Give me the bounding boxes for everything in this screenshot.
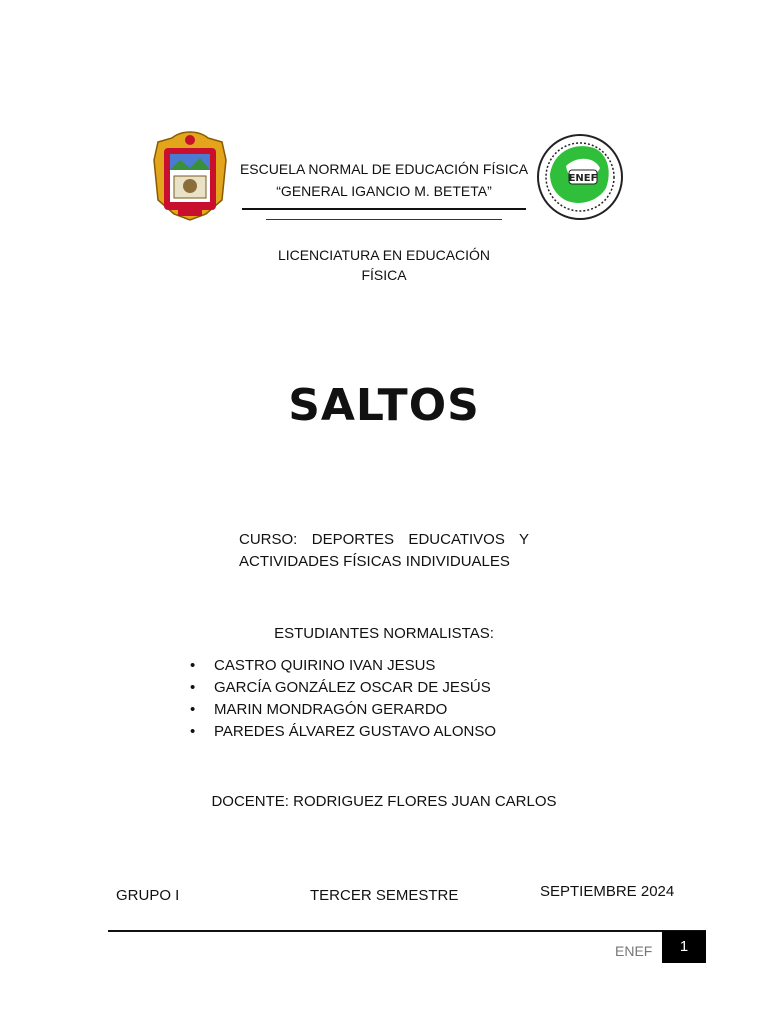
date-label: SEPTIEMBRE 2024 — [540, 883, 675, 900]
course-info — [239, 529, 529, 573]
semester-label: TERCER SEMESTRE — [310, 887, 459, 904]
page-number: 1 — [662, 931, 706, 963]
enef-seal-logo — [536, 132, 624, 227]
degree-program — [264, 245, 504, 285]
school-name-line2: “GENERAL IGANCIO M. BETETA” — [276, 183, 492, 199]
students-list — [190, 655, 496, 743]
footer-divider — [108, 930, 706, 932]
header-divider — [242, 208, 526, 210]
header-divider-thin — [266, 219, 502, 220]
coat-of-arms-logo — [150, 130, 230, 227]
document-title: SALTOS — [288, 380, 480, 431]
students-heading: ESTUDIANTES NORMALISTAS: — [274, 625, 494, 642]
school-name-line1: ESCUELA NORMAL DE EDUCACIÓN FÍSICA — [239, 161, 529, 177]
teacher-name: DOCENTE: RODRIGUEZ FLORES JUAN CARLOS — [211, 793, 557, 810]
group-label: GRUPO I — [116, 887, 180, 904]
course-line2: ACTIVIDADES FÍSICAS INDIVIDUALES — [239, 553, 510, 570]
svg-text:ENEF: ENEF — [568, 173, 598, 184]
school-name — [238, 158, 530, 202]
footer-label: ENEF — [615, 943, 653, 959]
degree-line1: LICENCIATURA EN EDUCACIÓN — [277, 247, 491, 263]
list-item: • CASTRO QUIRINO IVAN JESUS — [190, 655, 496, 677]
list-item: • MARIN MONDRAGÓN GERARDO — [190, 699, 496, 721]
list-item: • PAREDES ÁLVAREZ GUSTAVO ALONSO — [190, 721, 496, 743]
list-item: • GARCÍA GONZÁLEZ OSCAR DE JESÚS — [190, 677, 496, 699]
degree-line2: FÍSICA — [361, 267, 407, 283]
course-line1: CURSO: DEPORTES EDUCATIVOS Y — [239, 531, 529, 548]
